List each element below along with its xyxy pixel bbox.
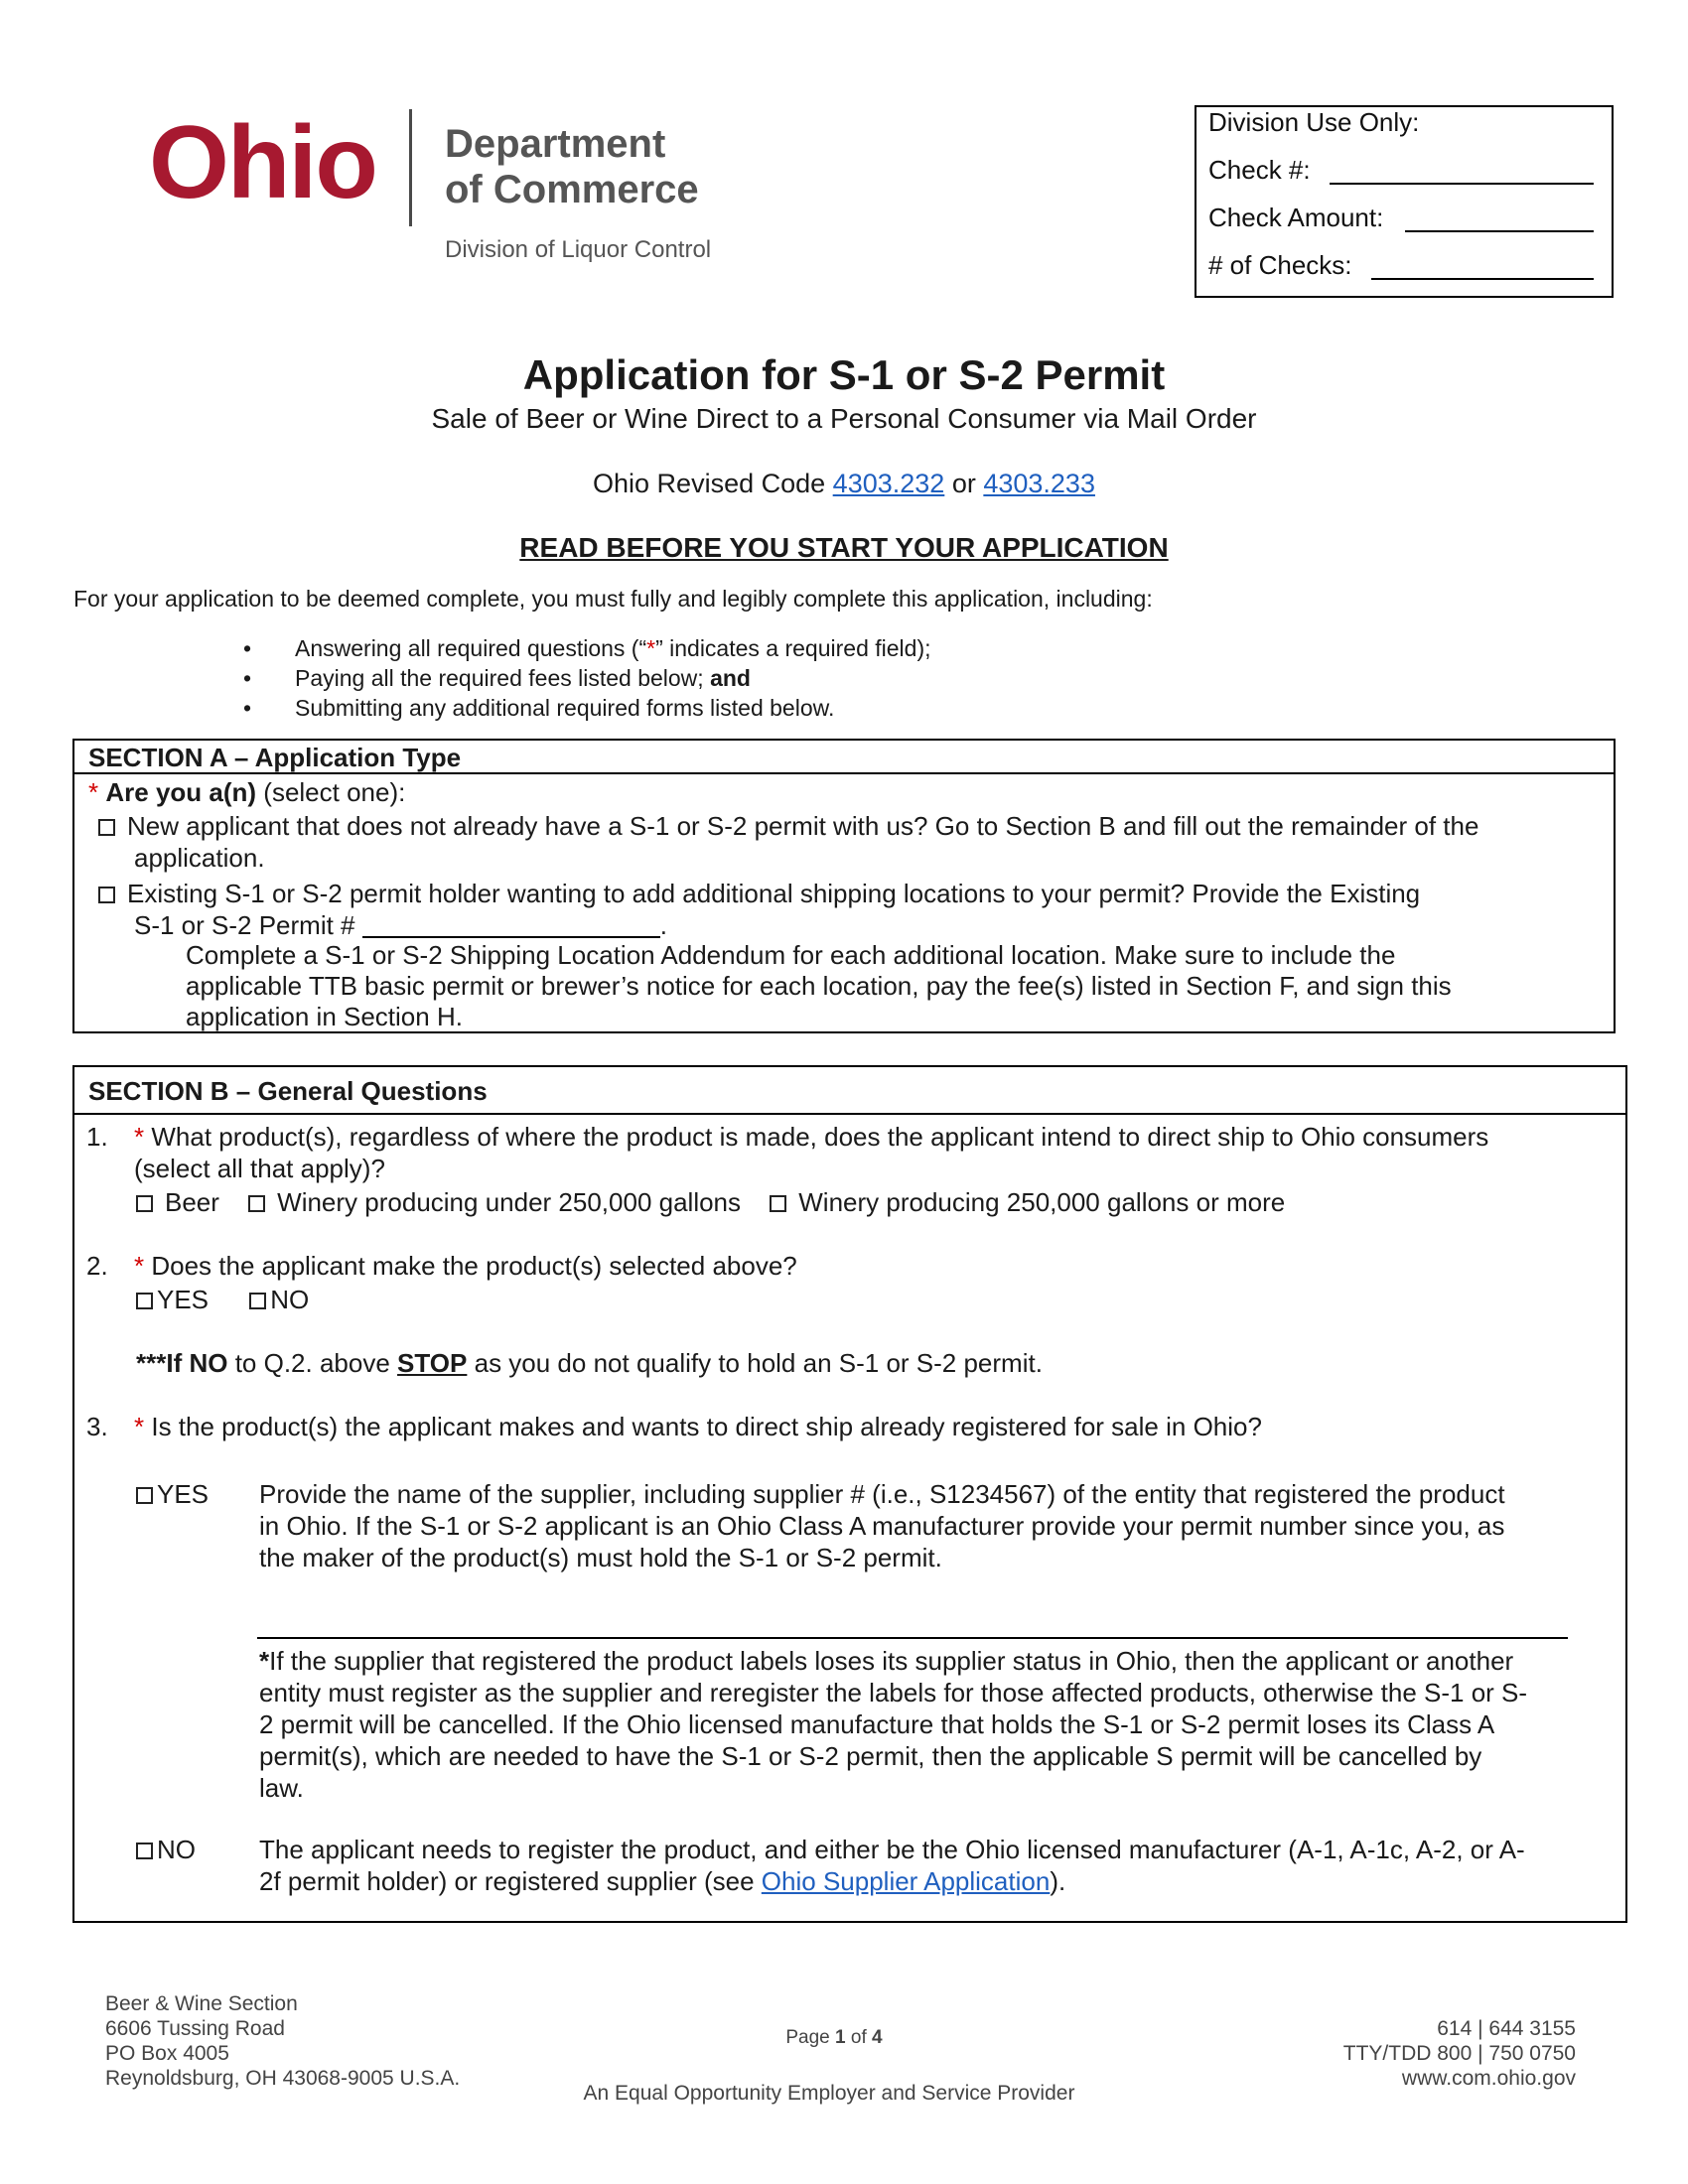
- q2-no-checkbox[interactable]: [249, 1293, 266, 1309]
- beer-checkbox[interactable]: [136, 1195, 153, 1212]
- check-number-field[interactable]: [1330, 183, 1594, 185]
- q2-no-label: NO: [270, 1285, 310, 1314]
- warning-text-2: as you do not qualify to hold an S-1 or S-2 permit.: [474, 1348, 1043, 1378]
- warning-bold: ***If NO: [136, 1348, 228, 1378]
- existing-holder-option[interactable]: [98, 878, 1420, 909]
- num-checks-label: # of Checks:: [1208, 250, 1352, 280]
- q3-no-option[interactable]: [136, 1834, 196, 1865]
- option-1-line-1: New applicant that does not already have a S-1 or S-2 permit with us? Go to Section B and fill out the remainder of the: [127, 811, 1479, 841]
- q3-no-text: 2f permit holder) or registered supplier (see: [259, 1866, 755, 1896]
- bullet-1-text-b: ” indicates a required field);: [655, 635, 931, 661]
- page-of: of: [850, 2027, 867, 2048]
- revised-code-line: [0, 469, 1688, 499]
- department-line-2: of Commerce: [445, 168, 699, 211]
- q3-question: [134, 1411, 1262, 1442]
- q3-no-checkbox[interactable]: [136, 1843, 153, 1859]
- q1-line-2: (select all that apply)?: [134, 1154, 385, 1183]
- section-a-question: [88, 776, 405, 808]
- q2-number: 2.: [86, 1251, 108, 1281]
- existing-permit-label: S-1 or S-2 Permit #: [134, 910, 355, 940]
- department-line-1: Department: [445, 122, 666, 166]
- division-use-title: Division Use Only:: [1208, 107, 1420, 137]
- existing-permit-number-field[interactable]: [362, 936, 660, 938]
- eoe-statement: An Equal Opportunity Employer and Service Provider: [583, 2082, 1075, 2105]
- q1-line-1: [134, 1121, 1488, 1153]
- q3-no-close: ).: [1050, 1866, 1066, 1896]
- q2-yes-label: YES: [157, 1285, 210, 1314]
- section-a-heading: SECTION A – Application Type: [74, 741, 1614, 774]
- winery-over-checkbox[interactable]: [770, 1195, 786, 1212]
- page-current: 1: [835, 2027, 846, 2048]
- code-link-4303-232[interactable]: 4303.232: [832, 469, 945, 498]
- section-b: [72, 1065, 1627, 1923]
- note-text-1: If the supplier that registered the product labels loses its supplier status in Ohio, then the applicant or another: [269, 1646, 1514, 1676]
- option-2-note-3: application in Section H.: [186, 1002, 463, 1031]
- list-item: [243, 663, 931, 693]
- phone-number: 614 | 644 3155: [1437, 2017, 1576, 2040]
- required-star: *: [134, 1122, 145, 1152]
- read-before-heading: READ BEFORE YOU START YOUR APPLICATION: [519, 532, 1169, 563]
- bullet-1-text-a: Answering all required questions (“: [295, 635, 647, 661]
- q2-no-option[interactable]: [249, 1285, 309, 1314]
- q3-note-line-4: permit(s), which are needed to have the S-1 or S-2 permit, then the applicable S permit will be cancelled by: [259, 1741, 1482, 1771]
- list-item: [243, 633, 931, 663]
- new-applicant-checkbox[interactable]: [98, 819, 115, 836]
- page-subtitle: Sale of Beer or Wine Direct to a Personal Consumer via Mail Order: [431, 403, 1257, 434]
- q3-note-line-5: law.: [259, 1773, 304, 1803]
- option-2-line-1: Existing S-1 or S-2 permit holder wanting to add additional shipping locations to your permit? Provide the Existing: [127, 879, 1421, 908]
- beer-option[interactable]: [136, 1187, 219, 1217]
- tty-number: TTY/TDD 800 | 750 0750: [1342, 2042, 1576, 2065]
- warning-stop: STOP: [397, 1348, 468, 1378]
- q1-options: [136, 1186, 1285, 1218]
- option-1-line-2: application.: [134, 843, 265, 873]
- q2-yes-option[interactable]: [136, 1285, 209, 1314]
- requirements-list: [243, 633, 931, 723]
- address-line-2: 6606 Tussing Road: [105, 2017, 285, 2040]
- required-star: *: [134, 1412, 145, 1441]
- q3-yes-option[interactable]: [136, 1478, 209, 1510]
- address-line-4: Reynoldsburg, OH 43068-9005 U.S.A.: [105, 2067, 461, 2090]
- winery-under-checkbox[interactable]: [248, 1195, 265, 1212]
- list-item: [243, 693, 931, 723]
- check-number-label: Check #:: [1208, 155, 1311, 185]
- q1-text: What product(s), regardless of where the product is made, does the applicant intend to direct ship to Ohio consumers: [151, 1122, 1489, 1152]
- address-line-3: PO Box 4005: [105, 2042, 229, 2065]
- q3-yes-line-1: Provide the name of the supplier, including supplier # (i.e., S1234567) of the entity that registered the product: [259, 1479, 1505, 1509]
- q3-text: Is the product(s) the applicant makes and wants to direct ship already registered for sale in Ohio?: [151, 1412, 1262, 1441]
- department-name: [445, 121, 699, 212]
- division-use-box: [1195, 105, 1614, 298]
- existing-holder-checkbox[interactable]: [98, 887, 115, 903]
- new-applicant-option[interactable]: [98, 810, 1478, 842]
- check-amount-label: Check Amount:: [1208, 203, 1384, 232]
- option-2-note-1: Complete a S-1 or S-2 Shipping Location Addendum for each additional location. Make sure to include the: [186, 940, 1396, 970]
- supplier-application-link[interactable]: Ohio Supplier Application: [761, 1866, 1051, 1896]
- num-checks-field[interactable]: [1371, 278, 1594, 280]
- logo-divider: [409, 109, 412, 226]
- q3-number: 3.: [86, 1412, 108, 1441]
- required-star: *: [646, 635, 656, 661]
- page-prefix: Page: [785, 2027, 830, 2048]
- intro-text: For your application to be deemed complete, you must fully and legibly complete this application, including:: [73, 586, 1153, 612]
- existing-permit-period: .: [659, 910, 667, 940]
- q3-note-line-1: [259, 1645, 1513, 1677]
- code-prefix: Ohio Revised Code: [593, 469, 826, 498]
- question-rest: (select one):: [263, 777, 406, 807]
- option-2-note-2: applicable TTB basic permit or brewer’s notice for each location, pay the fee(s) listed in Section F, and sign this: [186, 971, 1452, 1001]
- winery-over-label: Winery producing 250,000 gallons or more: [798, 1187, 1286, 1217]
- q2-text: Does the applicant make the product(s) selected above?: [151, 1251, 797, 1281]
- website[interactable]: www.com.ohio.gov: [1401, 2067, 1576, 2090]
- bullet-3-text: Submitting any additional required forms listed below.: [295, 695, 835, 721]
- section-b-heading: SECTION B – General Questions: [74, 1067, 1625, 1115]
- page-total: 4: [872, 2027, 883, 2048]
- address-line-1: Beer & Wine Section: [105, 1992, 298, 2015]
- bullet-2-and: and: [710, 665, 751, 691]
- winery-under-option[interactable]: [248, 1187, 741, 1217]
- q3-no-line-1: The applicant needs to register the product, and either be the Ohio licensed manufacturer (A-1, A-1c, A-2, or A-: [259, 1835, 1525, 1864]
- q3-no-label: NO: [157, 1835, 196, 1864]
- code-or: or: [951, 469, 976, 498]
- warning-text-1: to Q.2. above: [234, 1348, 390, 1378]
- q2-options: [136, 1284, 309, 1315]
- page-title: Application for S-1 or S-2 Permit: [522, 351, 1166, 398]
- q3-no-line-2: [259, 1865, 1065, 1897]
- code-link-4303-233[interactable]: 4303.233: [983, 469, 1095, 498]
- existing-permit-line: [134, 909, 667, 941]
- q2-yes-checkbox[interactable]: [136, 1293, 153, 1309]
- section-a: [72, 739, 1616, 1033]
- q3-note-line-3: 2 permit will be cancelled. If the Ohio licensed manufacture that holds the S-1 or S-2 permit loses its Class A: [259, 1709, 1495, 1739]
- beer-label: Beer: [165, 1187, 219, 1217]
- q3-yes-checkbox[interactable]: [136, 1487, 153, 1504]
- footer-contact: [1343, 2016, 1576, 2091]
- q3-yes-line-2: in Ohio. If the S-1 or S-2 applicant is an Ohio Class A manufacturer provide your permit number since you, as: [259, 1511, 1505, 1541]
- required-star: *: [134, 1251, 145, 1281]
- division-name: Division of Liquor Control: [445, 236, 712, 263]
- check-amount-field[interactable]: [1405, 230, 1594, 232]
- required-star: *: [88, 777, 99, 807]
- q3-yes-label: YES: [157, 1479, 210, 1509]
- note-star: *: [259, 1646, 270, 1676]
- supplier-name-field[interactable]: [257, 1637, 1568, 1639]
- winery-over-option[interactable]: [770, 1187, 1285, 1217]
- bullet-2-text: Paying all the required fees listed below;: [295, 665, 704, 691]
- q1-number: 1.: [86, 1122, 108, 1152]
- question-bold: Are you a(n): [105, 777, 257, 807]
- winery-under-label: Winery producing under 250,000 gallons: [277, 1187, 742, 1217]
- q3-note-line-2: entity must register as the supplier and reregister the labels for those affected products, otherwise the S-1 or S-: [259, 1678, 1528, 1707]
- q3-yes-line-3: the maker of the product(s) must hold the S-1 or S-2 permit.: [259, 1543, 942, 1572]
- q2-question: [134, 1250, 797, 1282]
- ohio-logo: Ohio: [149, 105, 376, 220]
- q2-warning: [136, 1347, 1043, 1379]
